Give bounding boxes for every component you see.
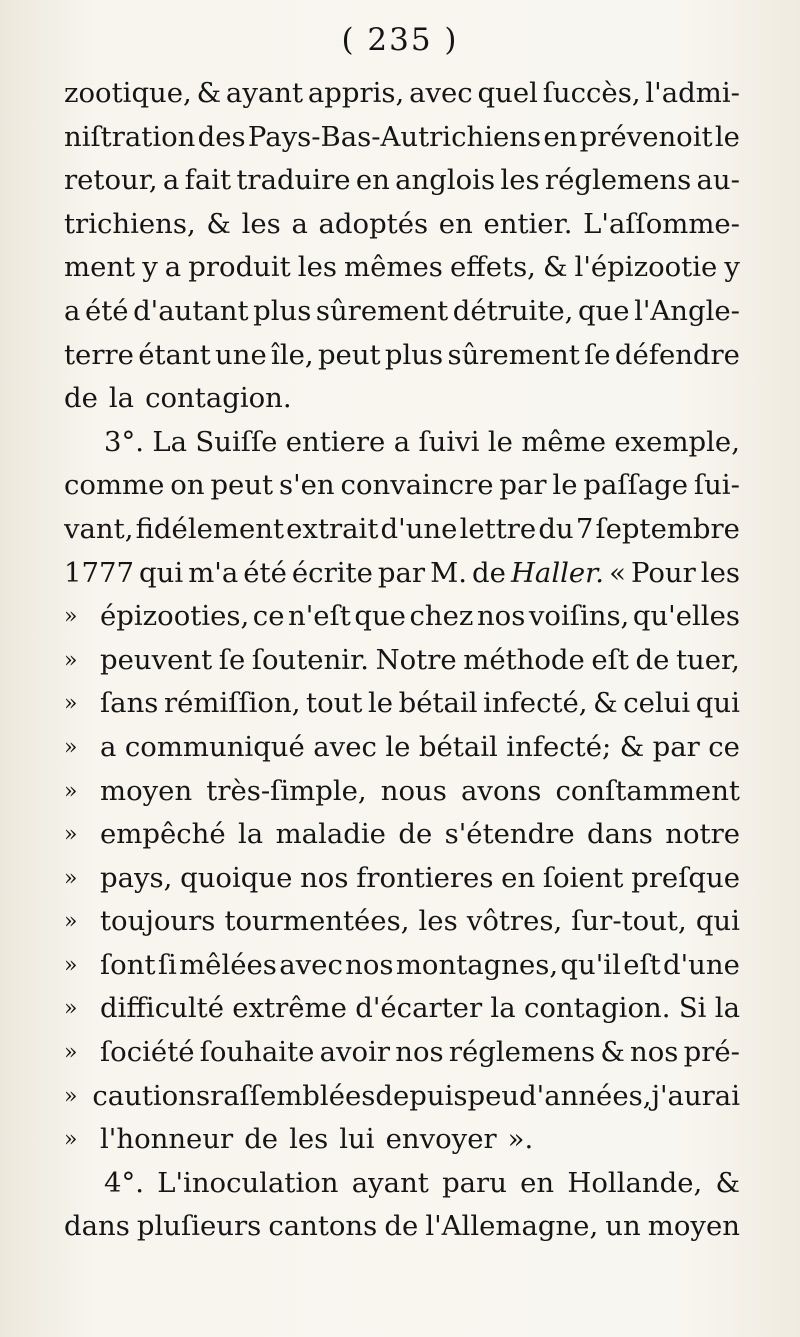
word: de — [472, 556, 506, 589]
word: la — [714, 992, 740, 1025]
word: les — [241, 207, 281, 240]
word: raſſemblées — [210, 1079, 376, 1112]
word: voiſins, — [528, 600, 630, 633]
text-line — [64, 72, 740, 116]
word: la — [238, 818, 264, 851]
word: par — [652, 730, 700, 763]
quote-mark: » — [64, 1040, 78, 1066]
word: y — [724, 251, 740, 284]
word: notre — [665, 818, 740, 851]
word: cantons — [268, 1210, 378, 1243]
word: épizooties, — [100, 600, 250, 633]
word: cautions — [92, 1079, 211, 1112]
word: avec — [279, 948, 343, 981]
word: méthode — [463, 643, 585, 676]
word: prévenoit — [579, 120, 713, 153]
word: Hollande, — [567, 1166, 703, 1199]
word: paru — [442, 1166, 507, 1199]
quote-mark: » — [64, 647, 78, 673]
text-line — [64, 464, 740, 508]
page-number: ( 235 ) — [341, 22, 459, 58]
word: & — [715, 1166, 740, 1199]
word: anglois — [395, 164, 496, 197]
word: des — [197, 120, 246, 153]
word: niſtration — [64, 120, 196, 153]
word: sûrement — [447, 338, 580, 371]
word: ayant — [225, 77, 304, 109]
word: zootique, — [64, 77, 192, 109]
word: que — [354, 600, 406, 633]
word: le — [385, 730, 411, 763]
word: même — [521, 425, 607, 458]
word: de — [244, 1123, 279, 1156]
word: avec — [313, 730, 377, 763]
word: ment — [64, 251, 136, 284]
text-line — [64, 682, 740, 726]
word: île, — [271, 338, 314, 371]
word: conſtamment — [555, 774, 740, 807]
word: le — [367, 687, 394, 720]
word: qu'il — [560, 948, 621, 981]
word: entiere — [285, 425, 386, 458]
word: sûrement — [315, 294, 449, 327]
word: moyen — [647, 1210, 740, 1243]
word: chez — [409, 600, 474, 633]
word: ſe — [218, 643, 246, 676]
word: ayant — [351, 1166, 429, 1199]
word: pluſieurs — [136, 1210, 262, 1243]
word: les — [418, 905, 458, 938]
word: d'une — [380, 512, 458, 545]
word: rémiſſion, — [163, 687, 301, 720]
word: l'honneur — [100, 1123, 234, 1156]
word: 4°. — [104, 1166, 144, 1199]
word: d'écarter — [355, 992, 483, 1025]
quote-text — [100, 682, 740, 726]
word: l'admi- — [645, 77, 740, 109]
word: « — [609, 556, 626, 589]
word: du — [538, 512, 574, 545]
quote-text — [100, 944, 740, 988]
word: qui — [695, 905, 740, 938]
quote-text — [100, 813, 740, 857]
word: infecté, — [483, 687, 588, 720]
word: dans — [64, 1210, 130, 1243]
text-line — [64, 116, 740, 160]
quote-mark: » — [64, 1127, 78, 1153]
word: adoptés — [318, 207, 429, 240]
word: lettre — [459, 512, 537, 545]
text-line — [64, 1075, 740, 1119]
word: entier. — [483, 207, 573, 240]
word: tourmentées, — [224, 905, 410, 938]
quote-mark: » — [64, 952, 78, 978]
word: paſſage — [583, 469, 689, 502]
word: fait — [184, 164, 232, 197]
word: eſt — [591, 643, 629, 676]
word: comme — [64, 469, 165, 502]
word: j'aurai — [651, 1079, 740, 1112]
word: a — [164, 251, 182, 284]
word: ſont — [100, 948, 156, 981]
word: en — [520, 1166, 555, 1199]
word: qui — [139, 556, 184, 589]
word: exemple, — [614, 425, 740, 458]
word: quel — [477, 77, 538, 109]
word: tuer, — [676, 643, 740, 676]
word: a — [393, 425, 411, 458]
quote-text — [100, 1031, 740, 1075]
word: plus — [253, 294, 312, 327]
word: empêché — [100, 818, 226, 851]
word: a — [291, 207, 308, 240]
word: l'épizootie — [574, 251, 718, 284]
word: difficulté — [100, 992, 224, 1025]
text-line — [64, 159, 740, 203]
word: Notre — [375, 643, 457, 676]
word: un — [605, 1210, 641, 1243]
word: infecté; — [506, 730, 612, 763]
text-line — [64, 1205, 740, 1249]
quote-text — [100, 639, 740, 683]
word: trichiens, — [64, 207, 196, 240]
word: en — [438, 207, 473, 240]
text-line — [64, 421, 740, 465]
word: s'en — [278, 469, 335, 502]
word: le — [714, 120, 740, 153]
word: plus — [384, 338, 444, 371]
word: & — [593, 687, 618, 720]
text-line — [64, 1162, 740, 1206]
text-line — [64, 334, 740, 378]
word: ſans — [100, 687, 159, 720]
word: ſur-tout, — [571, 905, 687, 938]
word: ſuccès, — [542, 77, 641, 109]
word: a — [100, 730, 117, 763]
word: nos — [345, 948, 394, 981]
text-line — [64, 900, 740, 944]
word: Suiſſe — [195, 425, 278, 458]
quote-text — [100, 595, 740, 639]
quote-text — [100, 857, 740, 901]
word: traduire — [236, 164, 351, 197]
word: de — [398, 818, 433, 851]
word: m'a — [188, 556, 239, 589]
quote-mark: » — [64, 996, 78, 1022]
word: frontieres — [356, 861, 494, 894]
text-line — [64, 987, 740, 1031]
word: contagion. — [145, 382, 292, 415]
word: avec — [409, 77, 473, 109]
word: en — [355, 164, 390, 197]
word: nos — [630, 1036, 679, 1069]
word: la — [108, 382, 135, 415]
word: été — [84, 294, 129, 327]
word: la — [490, 992, 516, 1025]
word: les — [297, 251, 337, 284]
word: ſoient — [542, 861, 624, 894]
word: La — [152, 425, 188, 458]
word: moyen — [100, 774, 193, 807]
word: envoyer — [385, 1123, 497, 1156]
word: nos — [300, 861, 349, 894]
text-line — [64, 813, 740, 857]
word: par — [377, 556, 426, 589]
word: 1777 — [64, 556, 134, 589]
word: avoir — [319, 1036, 391, 1069]
word: extrême — [232, 992, 347, 1025]
quote-text — [100, 1118, 740, 1162]
word: dans — [587, 818, 653, 851]
word: les — [700, 556, 740, 589]
word: par — [499, 469, 547, 502]
word: écrite — [291, 556, 373, 589]
word: réglemens — [448, 1036, 596, 1069]
word: vôtres, — [466, 905, 563, 938]
word: étant — [138, 338, 211, 371]
word: d'autant — [133, 294, 249, 327]
word: ». — [507, 1123, 534, 1156]
word: nos — [395, 1036, 444, 1069]
word: effets, — [449, 251, 536, 284]
word: que — [577, 294, 630, 327]
word: 7 — [575, 512, 594, 545]
word: ſui- — [693, 469, 740, 502]
text-line — [64, 595, 740, 639]
word: d'années, — [519, 1079, 652, 1112]
word: produit — [188, 251, 291, 284]
quote-text — [100, 770, 740, 814]
word: peuvent — [100, 643, 213, 676]
text-line — [64, 1031, 740, 1075]
quote-mark: » — [64, 1083, 78, 1109]
word: preſque — [631, 861, 740, 894]
word: communiqué — [124, 730, 305, 763]
word: qui — [695, 687, 740, 720]
word: vant, — [64, 512, 134, 545]
quote-text — [100, 987, 740, 1031]
word: contagion. — [523, 992, 671, 1025]
word: L'inoculation — [157, 1166, 339, 1199]
word: bétail — [418, 730, 498, 763]
word: mêmes — [344, 251, 443, 284]
text-line — [64, 552, 740, 596]
quote-mark: » — [64, 734, 78, 760]
word: & — [619, 730, 645, 763]
word: ce — [708, 730, 740, 763]
word: extrait — [286, 512, 379, 545]
word: n'eſt — [288, 600, 351, 633]
word: de — [64, 382, 98, 415]
word: retour, — [64, 164, 158, 197]
word: y — [142, 251, 158, 284]
word: été — [243, 556, 287, 589]
word: Pays-Bas-Autrichiens — [247, 120, 542, 153]
word: on — [170, 469, 205, 502]
word: & — [206, 207, 231, 240]
quote-mark: » — [64, 909, 78, 935]
word: l'Angle- — [634, 294, 740, 327]
word: réglemens — [544, 164, 692, 197]
word: eſt — [623, 948, 661, 981]
word: qu'elles — [632, 600, 740, 633]
word: ſuivi — [418, 425, 480, 458]
word: quoique — [180, 861, 293, 894]
word: le — [552, 469, 578, 502]
word: pré- — [683, 1036, 740, 1069]
word: mêlées — [179, 948, 277, 981]
text-line — [64, 377, 740, 421]
word: de — [635, 643, 670, 676]
word: nous — [380, 774, 447, 807]
quote-mark: » — [64, 865, 78, 891]
word: peut — [210, 469, 274, 502]
quote-mark: » — [64, 604, 78, 630]
page-body-text — [64, 72, 740, 1249]
word: les — [289, 1123, 329, 1156]
word: maladie — [275, 818, 386, 851]
word: lui — [339, 1123, 375, 1156]
quote-mark: » — [64, 691, 78, 717]
text-line — [64, 203, 740, 247]
word: d'une — [663, 948, 740, 981]
word: appris, — [307, 77, 405, 109]
word: en — [543, 120, 578, 153]
word: ſouhaite — [199, 1036, 315, 1069]
word: peut — [317, 338, 381, 371]
text-line — [64, 1118, 740, 1162]
quote-text — [92, 1075, 740, 1119]
quote-text — [100, 726, 740, 770]
word: très-ſimple, — [206, 774, 367, 807]
word: les — [500, 164, 540, 197]
text-line — [64, 857, 740, 901]
word: avons — [461, 774, 542, 807]
word: a — [162, 164, 180, 197]
word: celui — [623, 687, 691, 720]
word: pays, — [100, 861, 173, 894]
word: s'étendre — [444, 818, 575, 851]
text-line — [64, 508, 740, 552]
word: le — [487, 425, 513, 458]
word: & — [543, 251, 568, 284]
word: L'aſſomme- — [583, 207, 740, 240]
text-line — [64, 639, 740, 683]
word: l'Allemagne, — [425, 1210, 599, 1243]
word: depuis — [375, 1079, 468, 1112]
text-line — [64, 726, 740, 770]
word: a — [64, 294, 81, 327]
word: ſeptembre — [595, 512, 740, 545]
word: & — [600, 1036, 625, 1069]
word: en — [501, 861, 536, 894]
word: Pour — [630, 556, 696, 589]
word: convaincre — [340, 469, 494, 502]
word: Haller. — [510, 556, 605, 589]
word: détruite, — [452, 294, 574, 327]
word: nos — [476, 600, 526, 633]
word: Si — [678, 992, 707, 1025]
word: ſi — [157, 948, 177, 981]
word: ſoutenir. — [251, 643, 369, 676]
quote-mark: » — [64, 822, 78, 848]
word: peu — [467, 1079, 520, 1112]
quote-text — [100, 900, 740, 944]
word: toujours — [100, 905, 216, 938]
word: & — [196, 77, 222, 109]
word: ce — [252, 600, 285, 633]
word: ſociété — [100, 1036, 195, 1069]
word: tout — [306, 687, 363, 720]
word: de — [384, 1210, 419, 1243]
quote-mark: » — [64, 778, 78, 804]
word: M. — [430, 556, 467, 589]
word: une — [215, 338, 267, 371]
text-line — [64, 246, 740, 290]
word: bétail — [398, 687, 478, 720]
word: fidélement — [135, 512, 284, 545]
word: au- — [696, 164, 740, 197]
text-line — [64, 290, 740, 334]
word: montagnes, — [395, 948, 559, 981]
word: terre — [64, 338, 134, 371]
text-line — [64, 770, 740, 814]
text-line — [64, 944, 740, 988]
word: ſe — [584, 338, 611, 371]
word: défendre — [614, 338, 740, 371]
word: 3°. — [104, 425, 144, 458]
